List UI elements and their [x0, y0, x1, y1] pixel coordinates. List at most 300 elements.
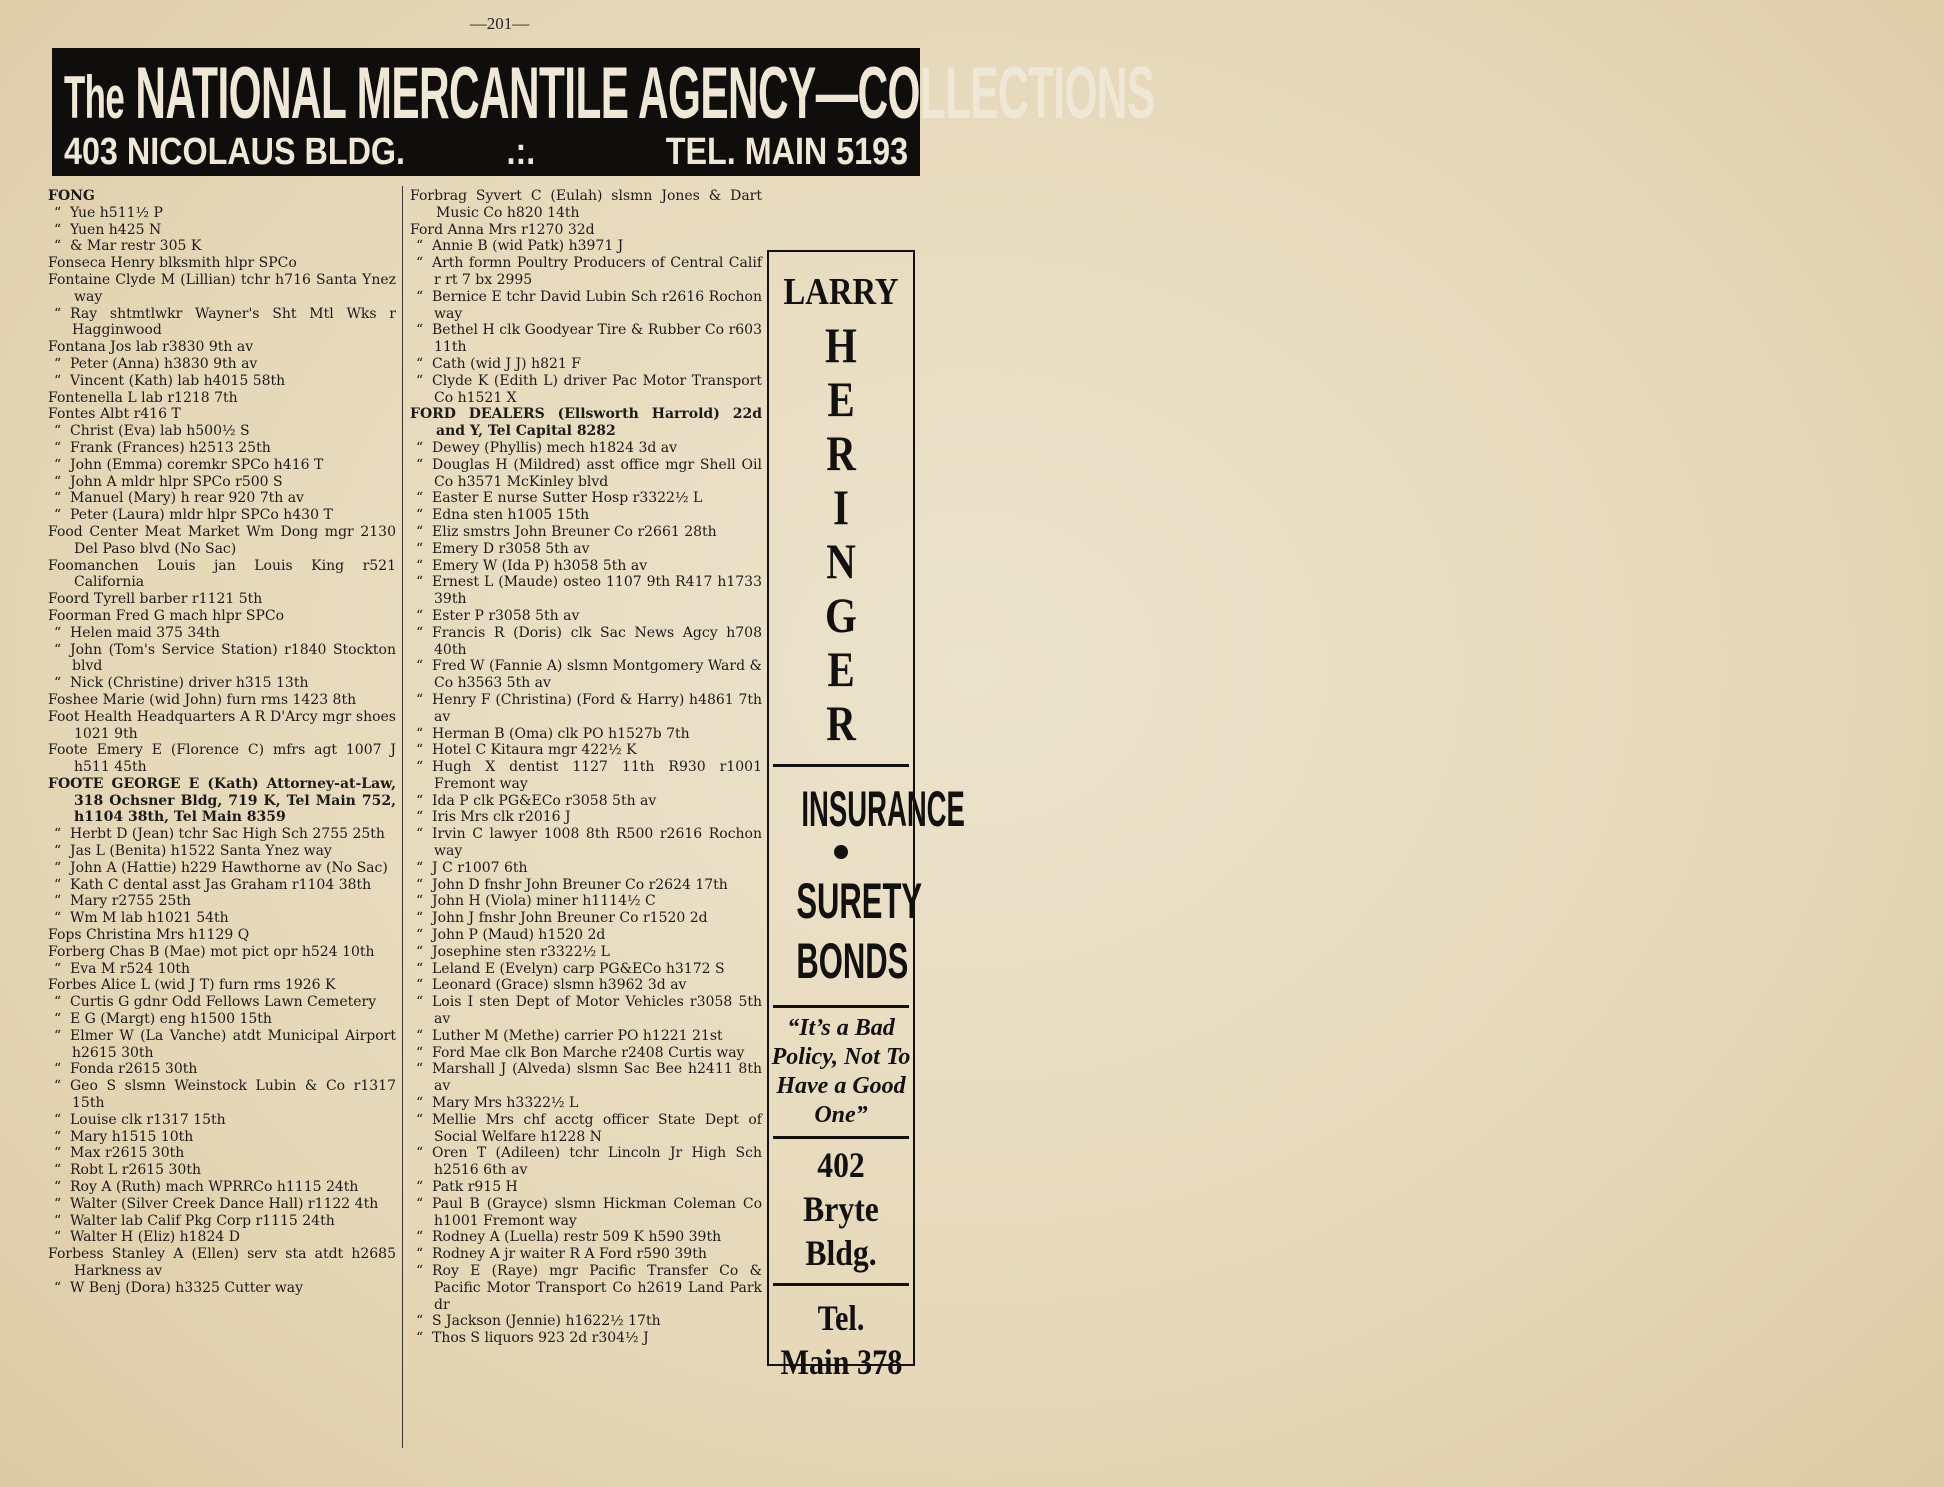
- entry-text: Food Center Meat Market Wm Dong mgr 2130 Del Paso blvd (No Sac): [48, 523, 396, 557]
- directory-subentry: [48, 1078, 396, 1112]
- ditto-mark: “: [416, 439, 424, 456]
- entry-text: Bethel H clk Goodyear Tire & Rubber Co r603 11th: [432, 322, 762, 356]
- ditto-mark: “: [416, 607, 424, 624]
- banner-title-prefix: The: [64, 64, 125, 131]
- ditto-mark: “: [416, 1195, 424, 1212]
- entry-text: S Jackson (Jennie) h1622½ 17th: [432, 1313, 661, 1330]
- directory-subentry: [410, 1263, 762, 1313]
- ditto-mark: “: [54, 641, 62, 658]
- ditto-mark: “: [54, 893, 62, 910]
- ditto-mark: “: [54, 1279, 62, 1296]
- directory-subentry: [410, 793, 762, 810]
- directory-subentry: [48, 457, 396, 474]
- entry-text: Cath (wid J J) h821 F: [432, 355, 581, 372]
- ditto-mark: “: [54, 910, 62, 927]
- directory-subentry: [410, 944, 762, 961]
- directory-subentry: [410, 927, 762, 944]
- ditto-mark: “: [54, 423, 62, 440]
- directory-subentry: [48, 994, 396, 1011]
- directory-subentry: [410, 726, 762, 743]
- entry-text: Walter lab Calif Pkg Corp r1115 24th: [70, 1212, 335, 1229]
- banner-title: [64, 54, 1155, 138]
- entry-text: Henry F (Christina) (Ford & Harry) h4861 7th av: [432, 691, 762, 725]
- directory-subentry: [410, 1061, 762, 1095]
- entry-text: Fontaine Clyde M (Lillian) tchr h716 Santa Ynez way: [48, 271, 396, 305]
- entry-text: Bernice E tchr David Lubin Sch r2616 Rochon way: [432, 288, 762, 322]
- bullet-icon: [834, 845, 848, 859]
- ad-address-line: Bryte: [803, 1189, 879, 1229]
- entry-text: Kath C dental asst Jas Graham r1104 38th: [70, 876, 372, 893]
- directory-entry: [48, 944, 396, 961]
- directory-subentry: [410, 507, 762, 524]
- ditto-mark: “: [416, 288, 424, 305]
- entry-text: Clyde K (Edith L) driver Pac Motor Transport Co h1521 X: [432, 372, 762, 406]
- entry-text: Robt L r2615 30th: [70, 1162, 201, 1179]
- directory-entry: [48, 390, 396, 407]
- directory-entry: [48, 558, 396, 592]
- directory-column-middle: [410, 188, 762, 1347]
- entry-text: Geo S slsmn Weinstock Lubin & Co r1317 15th: [70, 1078, 396, 1112]
- entry-text: Oren T (Adileen) tchr Lincoln Jr High Sch h2516 6th av: [432, 1145, 762, 1179]
- entry-text: Lois I sten Dept of Motor Vehicles r3058 5th av: [432, 994, 762, 1028]
- ditto-mark: “: [54, 675, 62, 692]
- directory-subentry: [410, 238, 762, 255]
- directory-subentry: [410, 961, 762, 978]
- ditto-mark: “: [416, 1263, 424, 1279]
- entry-text: Jas L (Benita) h1522 Santa Ynez way: [70, 843, 332, 860]
- directory-subentry: [410, 692, 762, 726]
- entry-text: Hotel C Kitaura mgr 422½ K: [432, 742, 637, 759]
- directory-subentry: [48, 1229, 396, 1246]
- entry-text: Fontenella L lab r1218 7th: [48, 389, 238, 406]
- ditto-mark: “: [54, 1162, 62, 1179]
- entry-text: Frank (Frances) h2513 25th: [70, 439, 271, 456]
- directory-entry: [48, 406, 396, 423]
- directory-subentry: [48, 373, 396, 390]
- entry-text: Yue h511½ P: [70, 204, 163, 221]
- ad-address: [778, 1139, 905, 1283]
- directory-subentry: [48, 440, 396, 457]
- entry-text: Eva M r524 10th: [70, 960, 191, 977]
- entry-text: John J fnshr John Breuner Co r1520 2d: [432, 910, 708, 927]
- banner-contact-line: [64, 132, 908, 172]
- ditto-mark: “: [416, 893, 424, 910]
- entry-text: Nick (Christine) driver h315 13th: [70, 675, 309, 692]
- ditto-mark: “: [416, 540, 424, 557]
- directory-subentry: [410, 541, 762, 558]
- ditto-mark: “: [416, 1027, 424, 1044]
- ditto-mark: “: [54, 960, 62, 977]
- entry-text: Dewey (Phyllis) mech h1824 3d av: [432, 439, 678, 456]
- ditto-mark: “: [416, 372, 424, 389]
- ditto-mark: “: [54, 221, 62, 238]
- ad-surname-letter: G: [825, 587, 857, 643]
- banner-address: 403 NICOLAUS BLDG.: [64, 131, 405, 173]
- entry-text: Forberg Chas B (Mae) mot pict opr h524 10th: [48, 943, 375, 960]
- entry-text: Emery D r3058 5th av: [432, 540, 590, 557]
- ditto-mark: “: [416, 910, 424, 927]
- directory-subentry: [410, 1028, 762, 1045]
- ditto-mark: “: [416, 1313, 424, 1330]
- ditto-mark: “: [54, 507, 62, 524]
- directory-subentry: [410, 558, 762, 575]
- entry-text: Leonard (Grace) slsmn h3962 3d av: [432, 977, 687, 994]
- entry-text: Patk r915 H: [432, 1179, 518, 1196]
- ad-first-name: LARRY: [783, 271, 899, 313]
- ditto-mark: “: [54, 826, 62, 843]
- ditto-mark: “: [54, 238, 62, 255]
- entry-text: Ernest L (Maude) osteo 1107 9th R417 h1733 39th: [432, 574, 762, 608]
- ditto-mark: “: [416, 691, 424, 708]
- ditto-mark: “: [54, 1061, 62, 1078]
- directory-subentry: [410, 910, 762, 927]
- entry-text: Curtis G gdnr Odd Fellows Lawn Cemetery: [70, 994, 377, 1011]
- directory-subentry: [48, 490, 396, 507]
- banner-separator: .:.: [506, 131, 536, 173]
- entry-text: FORD DEALERS (Ellsworth Harrold) 22d and Y, Tel Capital 8282: [410, 406, 762, 440]
- directory-subentry: [410, 1145, 762, 1179]
- entry-text: Elmer W (La Vanche) atdt Municipal Airport h2615 30th: [70, 1027, 396, 1061]
- ditto-mark: “: [54, 859, 62, 876]
- entry-text: Fontes Albt r416 T: [48, 406, 181, 423]
- ditto-mark: “: [416, 960, 424, 977]
- ditto-mark: “: [416, 1095, 424, 1112]
- ditto-mark: “: [416, 943, 424, 960]
- directory-subentry: [48, 1028, 396, 1062]
- page-number: —201—: [469, 14, 530, 33]
- directory-subentry: [410, 608, 762, 625]
- ditto-mark: “: [416, 809, 424, 826]
- ad-service-insurance: INSURANCE: [801, 781, 965, 837]
- column-divider: [402, 186, 403, 1448]
- directory-subentry: [410, 1095, 762, 1112]
- directory-subentry: [410, 809, 762, 826]
- directory-subentry: [410, 457, 762, 491]
- ditto-mark: “: [416, 994, 424, 1011]
- directory-subentry: [48, 893, 396, 910]
- entry-text: Leland E (Evelyn) carp PG&ECo h3172 S: [432, 960, 725, 977]
- entry-text: Wm M lab h1021 54th: [70, 910, 229, 927]
- entry-text: Foorman Fred G mach hlpr SPCo: [48, 607, 285, 624]
- entry-text: Christ (Eva) lab h500½ S: [70, 423, 250, 440]
- ditto-mark: “: [54, 1027, 62, 1044]
- ad-slogan: “It’s a Bad Policy, Not To Have a Good One”: [771, 1015, 911, 1128]
- ad-surname-letter: I: [833, 479, 849, 535]
- entry-text: Fontana Jos lab r3830 9th av: [48, 339, 254, 356]
- entry-text: Emery W (Ida P) h3058 5th av: [432, 557, 648, 574]
- directory-subentry: [410, 1313, 762, 1330]
- directory-subentry: [48, 1280, 396, 1297]
- ditto-mark: “: [416, 927, 424, 944]
- entry-text: Fops Christina Mrs h1129 Q: [48, 927, 250, 944]
- directory-subentry: [410, 742, 762, 759]
- ditto-mark: “: [416, 859, 424, 876]
- entry-text: John H (Viola) miner h1114½ C: [432, 893, 656, 910]
- ditto-mark: “: [416, 759, 424, 776]
- entry-text: Luther M (Methe) carrier PO h1221 21st: [432, 1027, 723, 1044]
- ditto-mark: “: [416, 456, 424, 473]
- ad-surname-letter: R: [826, 695, 856, 751]
- directory-subentry: [48, 1162, 396, 1179]
- directory-subentry: [48, 877, 396, 894]
- ditto-mark: “: [416, 490, 424, 507]
- entry-text: Irvin C lawyer 1008 8th R500 r2616 Rochon way: [432, 826, 762, 860]
- entry-text: Eliz smstrs John Breuner Co r2661 28th: [432, 523, 717, 540]
- entry-text: Helen maid 375 34th: [70, 624, 220, 641]
- directory-entry: [48, 977, 396, 994]
- entry-text: Douglas H (Mildred) asst office mgr Shell Oil Co h3571 McKinley blvd: [432, 456, 762, 490]
- entry-text: Mary h1515 10th: [70, 1128, 194, 1145]
- directory-subentry: [410, 373, 762, 407]
- entry-text: Ester P r3058 5th av: [432, 607, 580, 624]
- directory-entry: [48, 524, 396, 558]
- entry-text: Herman B (Oma) clk PO h1527b 7th: [432, 725, 690, 742]
- ad-surname-letter: E: [827, 641, 855, 697]
- directory-subentry: [48, 826, 396, 843]
- ditto-mark: “: [416, 826, 424, 843]
- ditto-mark: “: [416, 742, 424, 759]
- ditto-mark: “: [54, 305, 62, 322]
- ditto-mark: “: [54, 355, 62, 372]
- entry-text: Fred W (Fannie A) slsmn Montgomery Ward & Co h3563 5th av: [432, 658, 762, 692]
- ad-surname: [769, 318, 913, 750]
- entry-text: Peter (Laura) mldr hlpr SPCo h430 T: [70, 507, 333, 524]
- directory-entry: [48, 709, 396, 743]
- ditto-mark: “: [416, 1179, 424, 1196]
- directory-subentry: [410, 1045, 762, 1062]
- ditto-mark: “: [54, 624, 62, 641]
- ditto-mark: “: [54, 1229, 62, 1246]
- ad-telephone-line: Tel.: [817, 1298, 865, 1338]
- entry-text: Fonda r2615 30th: [70, 1061, 198, 1078]
- directory-subentry: [410, 524, 762, 541]
- directory-subentry: [48, 1196, 396, 1213]
- directory-subentry: [410, 977, 762, 994]
- entry-text: Foord Tyrell barber r1121 5th: [48, 591, 263, 608]
- directory-subentry: [410, 658, 762, 692]
- ad-surname-letter: R: [826, 425, 856, 481]
- directory-subentry: [410, 877, 762, 894]
- directory-entry: [48, 608, 396, 625]
- entry-text: E G (Margt) eng h1500 15th: [70, 1011, 272, 1028]
- directory-subentry: [48, 1213, 396, 1230]
- directory-subentry: [410, 1179, 762, 1196]
- directory-column-left: [48, 188, 396, 1297]
- ad-address-line: Bldg.: [805, 1233, 877, 1273]
- ditto-mark: “: [416, 1229, 424, 1246]
- ditto-mark: “: [416, 1145, 424, 1162]
- directory-subentry: [48, 205, 396, 222]
- directory-entry: [48, 927, 396, 944]
- directory-subentry: [410, 759, 762, 793]
- ditto-mark: “: [54, 490, 62, 507]
- entry-text: Herbt D (Jean) tchr Sac High Sch 2755 25th: [70, 826, 385, 843]
- directory-entry: [48, 591, 396, 608]
- ditto-mark: “: [416, 1044, 424, 1061]
- ditto-mark: “: [54, 204, 62, 221]
- entry-text: Walter (Silver Creek Dance Hall) r1122 4th: [70, 1195, 379, 1212]
- entry-text: Walter H (Eliz) h1824 D: [70, 1229, 240, 1246]
- ditto-mark: “: [416, 557, 424, 574]
- entry-text: Rodney A jr waiter R A Ford r590 39th: [432, 1246, 707, 1263]
- entry-text: Annie B (wid Patk) h3971 J: [432, 238, 624, 255]
- entry-text: John (Tom's Service Station) r1840 Stockton blvd: [70, 641, 396, 675]
- ditto-mark: “: [54, 1212, 62, 1229]
- directory-subentry: [48, 1112, 396, 1129]
- banner-telephone: TEL. MAIN 5193: [665, 131, 908, 173]
- entry-text: Francis R (Doris) clk Sac News Agcy h708 40th: [432, 624, 762, 658]
- entry-text: Foomanchen Louis jan Louis King r521 California: [48, 557, 396, 591]
- ad-divider: [773, 764, 909, 767]
- ditto-mark: “: [54, 994, 62, 1011]
- ad-service-surety: SURETY: [796, 873, 923, 929]
- ditto-mark: “: [416, 574, 424, 591]
- entry-text: Arth formn Poultry Producers of Central Calif r rt 7 bx 2995: [432, 255, 762, 288]
- directory-subentry: [48, 642, 396, 676]
- entry-text: Foot Health Headquarters A R D'Arcy mgr shoes 1021 9th: [48, 708, 396, 742]
- directory-subentry: [410, 289, 762, 323]
- entry-text: Ford Anna Mrs r1270 32d: [410, 221, 595, 238]
- directory-subentry: [410, 440, 762, 457]
- ditto-mark: “: [416, 523, 424, 540]
- directory-entry: [410, 188, 762, 222]
- ditto-mark: “: [416, 255, 424, 272]
- banner-title-text: NATIONAL MERCANTILE AGENCY—COLLECTIONS: [135, 53, 1155, 134]
- ditto-mark: “: [54, 456, 62, 473]
- entry-text: John D fnshr John Breuner Co r2624 17th: [432, 876, 728, 893]
- directory-entry: [410, 222, 762, 239]
- surname-header: [48, 188, 396, 205]
- directory-subentry: [48, 1011, 396, 1028]
- directory-subentry: [410, 1196, 762, 1230]
- entry-text: Louise clk r1317 15th: [70, 1111, 226, 1128]
- directory-entry: [48, 692, 396, 709]
- ditto-mark: “: [416, 876, 424, 893]
- entry-text: Forbess Stanley A (Ellen) serv sta atdt h2685 Harkness av: [48, 1246, 396, 1279]
- ad-surname-letter: H: [825, 317, 857, 373]
- directory-entry: [410, 406, 762, 440]
- ditto-mark: “: [54, 1145, 62, 1162]
- ad-surname-letter: N: [826, 533, 856, 589]
- ditto-mark: “: [416, 792, 424, 809]
- directory-entry: [48, 1246, 396, 1280]
- entry-text: Josephine sten r3322½ L: [432, 943, 610, 960]
- directory-subentry: [410, 574, 762, 608]
- entry-text: Foote Emery E (Florence C) mfrs agt 1007 J h511 45th: [48, 742, 396, 776]
- directory-subentry: [410, 1229, 762, 1246]
- directory-subentry: [410, 625, 762, 659]
- entry-text: John (Emma) coremkr SPCo h416 T: [70, 456, 324, 473]
- collections-agency-banner: [52, 48, 1155, 176]
- entry-text: Iris Mrs clk r2016 J: [432, 809, 571, 826]
- entry-text: Roy E (Raye) mgr Pacific Transfer Co & Pacific Motor Transport Co h2619 Land Park dr: [432, 1263, 762, 1313]
- entry-text: Marshall J (Alveda) slsmn Sac Bee h2411 8th av: [432, 1061, 762, 1095]
- ad-telephone-line: Main 378: [780, 1342, 903, 1382]
- ditto-mark: “: [54, 1128, 62, 1145]
- ad-service-bonds: BONDS: [796, 933, 909, 989]
- directory-subentry: [48, 961, 396, 978]
- directory-subentry: [48, 860, 396, 877]
- entry-text: Rodney A (Luella) restr 509 K h590 39th: [432, 1229, 722, 1246]
- ditto-mark: “: [416, 238, 424, 255]
- directory-subentry: [48, 843, 396, 860]
- ditto-mark: “: [416, 1330, 424, 1347]
- directory-entry: [48, 742, 396, 776]
- ditto-mark: “: [416, 1061, 424, 1078]
- ad-address-line: 402: [817, 1145, 865, 1185]
- directory-subentry: [48, 910, 396, 927]
- directory-subentry: [410, 356, 762, 373]
- ditto-mark: “: [54, 439, 62, 456]
- directory-subentry: [410, 1330, 762, 1347]
- directory-subentry: [48, 356, 396, 373]
- ditto-mark: “: [416, 624, 424, 641]
- directory-subentry: [410, 893, 762, 910]
- ditto-mark: “: [54, 1179, 62, 1196]
- directory-subentry: [410, 255, 762, 289]
- ditto-mark: “: [416, 725, 424, 742]
- directory-subentry: [410, 490, 762, 507]
- entry-text: Mary r2755 25th: [70, 893, 191, 910]
- entry-text: Easter E nurse Sutter Hosp r3322½ L: [432, 490, 703, 507]
- entry-text: Peter (Anna) h3830 9th av: [70, 355, 258, 372]
- entry-text: Max r2615 30th: [70, 1145, 185, 1162]
- entry-text: Roy A (Ruth) mach WPRRCo h1115 24th: [70, 1179, 359, 1196]
- directory-subentry: [48, 675, 396, 692]
- directory-subentry: [48, 474, 396, 491]
- directory-subentry: [48, 1129, 396, 1146]
- directory-subentry: [48, 222, 396, 239]
- ditto-mark: “: [416, 507, 424, 524]
- entry-text: John P (Maud) h1520 2d: [432, 927, 606, 944]
- ditto-mark: “: [54, 876, 62, 893]
- ditto-mark: “: [54, 473, 62, 490]
- directory-subentry: [48, 423, 396, 440]
- entry-text: John A mldr hlpr SPCo r500 S: [70, 473, 283, 490]
- ditto-mark: “: [416, 322, 424, 339]
- entry-text: FONG: [48, 188, 95, 204]
- ditto-mark: “: [416, 658, 424, 675]
- directory-entry: [48, 776, 396, 826]
- directory-subentry: [48, 1179, 396, 1196]
- entry-text: FOOTE GEORGE E (Kath) Attorney-at-Law, 318 Ochsner Bldg, 719 K, Tel Main 752, h1104 38th, Tel Main 8359: [48, 775, 396, 826]
- entry-text: John A (Hattie) h229 Hawthorne av (No Sac): [70, 859, 388, 876]
- insurance-advertisement: [767, 250, 965, 1382]
- ad-telephone: [781, 1286, 902, 1394]
- entry-text: Fonseca Henry blksmith hlpr SPCo: [48, 255, 297, 272]
- ditto-mark: “: [54, 1111, 62, 1128]
- directory-subentry: [410, 1246, 762, 1263]
- directory-entry: [48, 272, 396, 306]
- directory-subentry: [48, 507, 396, 524]
- directory-subentry: [410, 860, 762, 877]
- directory-subentry: [48, 625, 396, 642]
- entry-text: J C r1007 6th: [432, 859, 528, 876]
- directory-subentry: [48, 1145, 396, 1162]
- entry-text: Edna sten h1005 15th: [432, 507, 590, 524]
- ditto-mark: “: [416, 355, 424, 372]
- ditto-mark: “: [54, 1078, 62, 1095]
- entry-text: Ford Mae clk Bon Marche r2408 Curtis way: [432, 1044, 745, 1061]
- directory-subentry: [410, 1112, 762, 1146]
- entry-text: Ray shtmtlwkr Wayner's Sht Mtl Wks r Hagginwood: [70, 305, 396, 339]
- ditto-mark: “: [54, 1195, 62, 1212]
- ditto-mark: “: [416, 1111, 424, 1128]
- entry-text: Ida P clk PG&ECo r3058 5th av: [432, 792, 657, 809]
- entry-text: Manuel (Mary) h rear 920 7th av: [70, 490, 304, 507]
- entry-text: Forbes Alice L (wid J T) furn rms 1926 K: [48, 977, 336, 994]
- entry-text: Foshee Marie (wid John) furn rms 1423 8th: [48, 691, 357, 708]
